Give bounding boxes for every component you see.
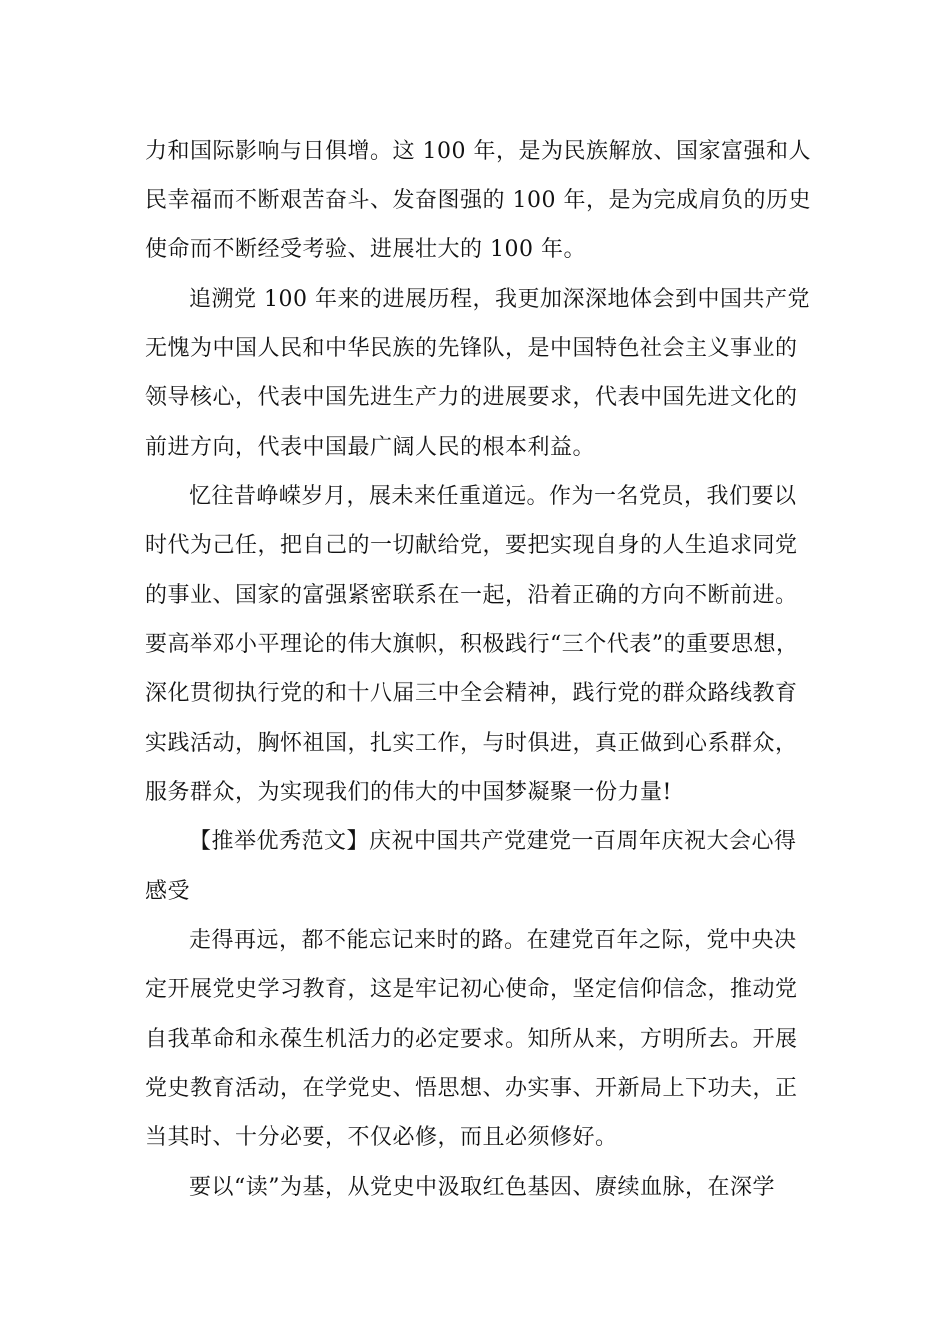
text-line: 前进方向，代表中国最广阔人民的根本利益。 xyxy=(145,435,596,460)
text-line: 党史教育活动，在学党史、悟思想、办实事、开新局上下功夫，正 xyxy=(145,1076,798,1101)
text-line: 使命而不断经受考验、进展壮大的 100 年。 xyxy=(145,237,586,262)
text-line: 自我革命和永葆生机活力的必定要求。知所从来，方明所去。开展 xyxy=(145,1027,798,1052)
paragraph-first-line: 忆往昔峥嵘岁月，展未来任重道远。作为一名党员，我们要以 xyxy=(189,484,797,509)
section-title-continuation: 感受 xyxy=(145,879,191,904)
text-line: 定开展党史学习教育，这是牢记初心使命，坚定信仰信念，推动党 xyxy=(145,977,798,1002)
paragraph-first-line: 追溯党 100 年来的进展历程，我更加深深地体会到中国共产党 xyxy=(189,287,810,312)
text-line: 实践活动，胸怀祖国，扎实工作，与时俱进，真正做到心系群众， xyxy=(145,731,798,756)
text-line: 服务群众，为实现我们的伟大的中国梦凝聚一份力量! xyxy=(145,780,672,805)
text-line: 当其时、十分必要，不仅必修，而且必须修好。 xyxy=(145,1125,618,1150)
text-line: 要高举邓小平理论的伟大旗帜，积极践行“三个代表”的重要思想， xyxy=(145,632,799,657)
paragraph-first-line: 要以“读”为基，从党史中汲取红色基因、赓续血脉，在深学 xyxy=(189,1175,775,1200)
text-line: 的事业、国家的富强紧密联系在一起，沿着正确的方向不断前进。 xyxy=(145,583,798,608)
paragraph-first-line: 走得再远，都不能忘记来时的路。在建党百年之际，党中央决 xyxy=(189,928,797,953)
text-line: 民幸福而不断艰苦奋斗、发奋图强的 100 年，是为完成肩负的历史 xyxy=(145,188,811,213)
section-title: 【推举优秀范文】庆祝中国共产党建党一百周年庆祝大会心得 xyxy=(189,829,797,854)
text-line: 力和国际影响与日俱增。这 100 年，是为民族解放、国家富强和人 xyxy=(145,139,811,164)
text-line: 无愧为中国人民和中华民族的先锋队，是中国特色社会主义事业的 xyxy=(145,336,798,361)
text-line: 领导核心，代表中国先进生产力的进展要求，代表中国先进文化的 xyxy=(145,385,798,410)
text-line: 深化贯彻执行党的和十八届三中全会精神，践行党的群众路线教育 xyxy=(145,681,798,706)
text-line: 时代为己任，把自己的一切献给党，要把实现自身的人生追求同党 xyxy=(145,533,798,558)
